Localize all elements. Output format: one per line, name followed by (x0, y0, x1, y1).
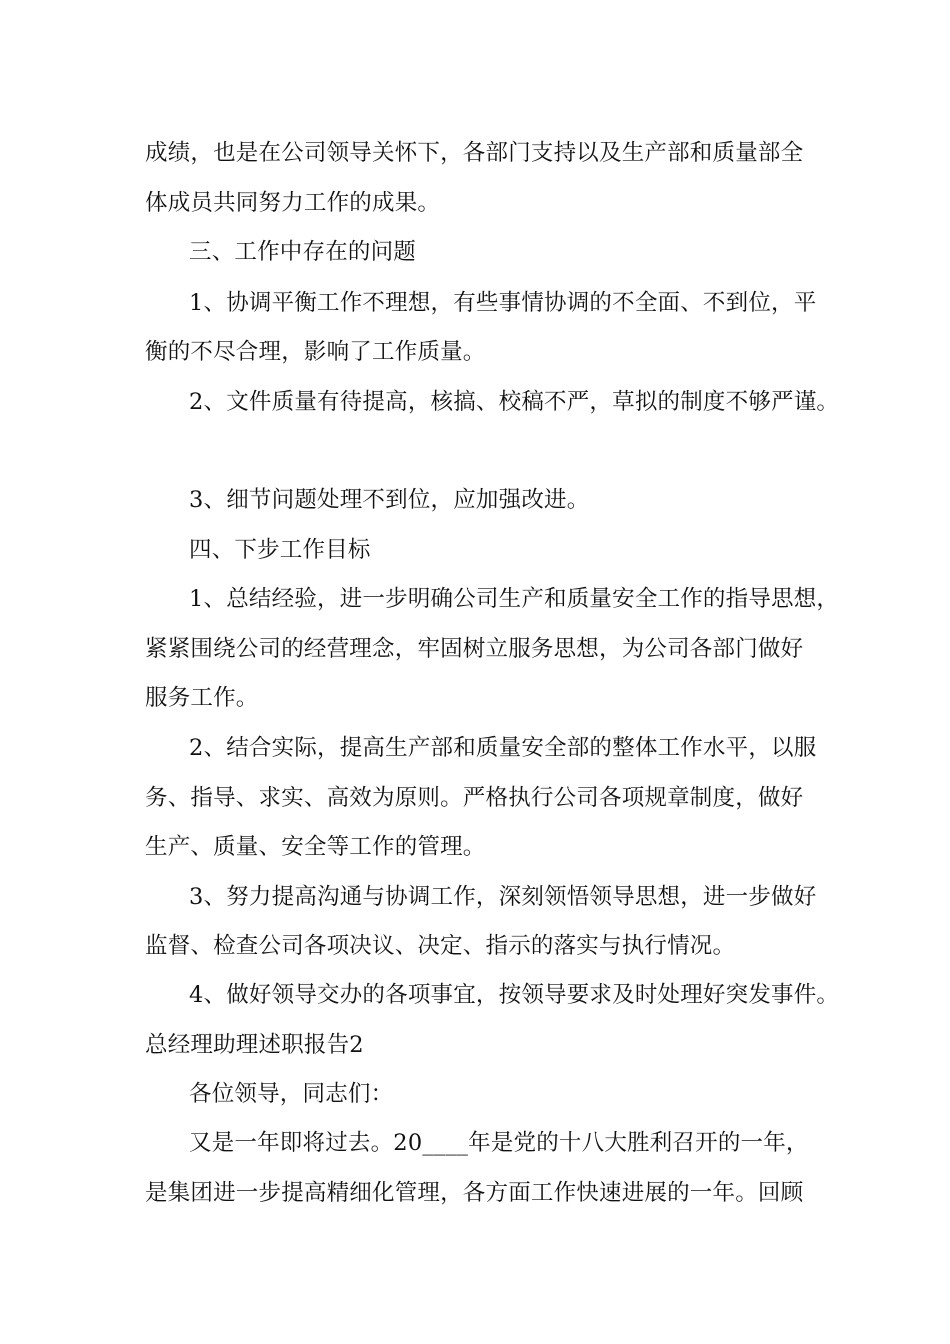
problem-item-1-cont: 衡的不尽合理，影响了工作质量。 (145, 339, 486, 365)
salutation: 各位领导，同志们： (189, 1081, 394, 1107)
problem-item-3: 3、细节问题处理不到位，应加强改进。 (189, 487, 590, 513)
problem-item-1: 1、协调平衡工作不理想，有些事情协调的不全面、不到位，平 (189, 290, 817, 316)
problem-item-2: 2、文件质量有待提高，核搞、校稿不严，草拟的制度不够严谨。 (189, 389, 840, 415)
text-line-results: 体成员共同努力工作的成果。 (145, 190, 441, 216)
goal-item-1: 1、总结经验，进一步明确公司生产和质量安全工作的指导思想， (189, 586, 840, 612)
opening-paragraph-cont: 是集团进一步提高精细化管理，各方面工作快速进展的一年。回顾 (145, 1180, 804, 1206)
goal-item-2-cont-b: 生产、质量、安全等工作的管理。 (145, 834, 486, 860)
goal-item-2-cont-a: 务、指导、求实、高效为原则。严格执行公司各项规章制度，做好 (145, 785, 804, 811)
report-title: 总经理助理述职报告2 (145, 1032, 364, 1058)
opening-paragraph: 又是一年即将过去。20____年是党的十八大胜利召开的一年， (189, 1130, 809, 1156)
goal-item-1-cont-b: 服务工作。 (145, 685, 259, 711)
goal-item-4: 4、做好领导交办的各项事宜，按领导要求及时处理好突发事件。 (189, 982, 840, 1008)
goal-item-1-cont-a: 紧紧围绕公司的经营理念，牢固树立服务思想，为公司各部门做好 (145, 636, 804, 662)
text-line-achievements: 成绩，也是在公司领导关怀下，各部门支持以及生产部和质量部全 (145, 140, 804, 166)
goal-item-3: 3、努力提高沟通与协调工作，深刻领悟领导思想，进一步做好 (189, 884, 817, 910)
goal-item-3-cont: 监督、检查公司各项决议、决定、指示的落实与执行情况。 (145, 933, 736, 959)
section-heading-problems: 三、工作中存在的问题 (189, 239, 417, 265)
section-heading-goals: 四、下步工作目标 (189, 537, 371, 563)
goal-item-2: 2、结合实际，提高生产部和质量安全部的整体工作水平，以服 (189, 735, 817, 761)
